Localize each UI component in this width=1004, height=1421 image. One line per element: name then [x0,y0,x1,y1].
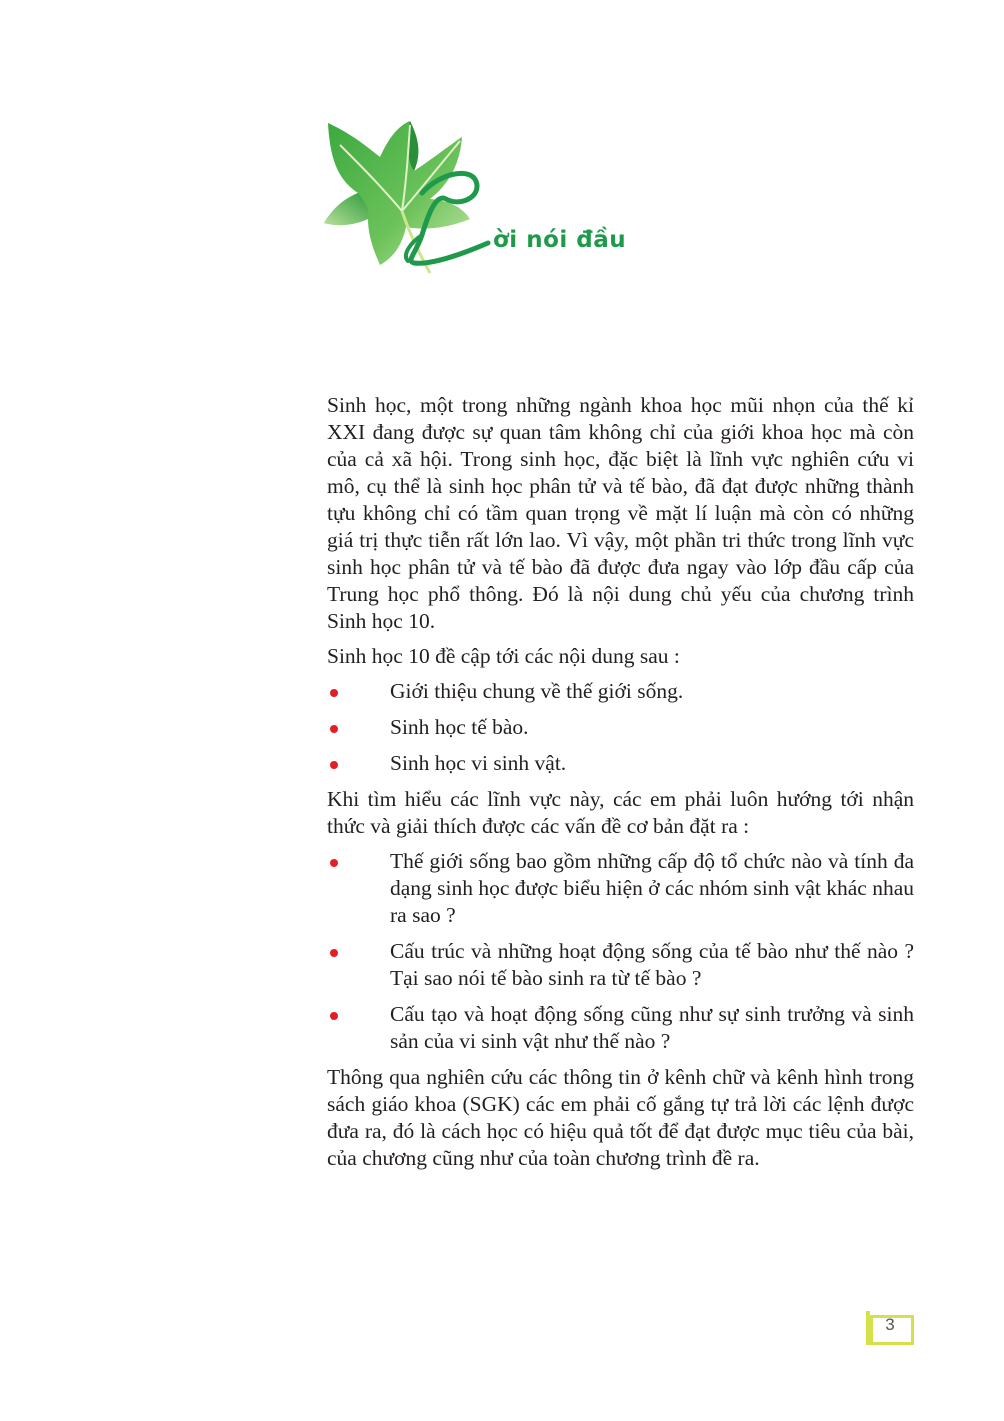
paragraph-intro: Sinh học, một trong những ngành khoa học mũi nhọn của thế kỉ XXI đang được sự quan tâm không chỉ của giới khoa học mà còn của cả xã hội. Trong sinh học, đặc biệt là lĩnh vực nghiên cứu vi mô, cụ thể là sinh học phân tử và tế bào, đã đạt được những thành tựu không chỉ có tầm quan trọng về mặt lí luận mà còn có những giá trị thực tiễn rất lớn lao. Vì vậy, một phần tri thức trong lĩnh vực sinh học phân tử và tế bào đã được đưa ngay vào lớp đầu cấp của Trung học phổ thông. Đó là nội dung chủ yếu của chương trình Sinh học 10. [327,393,914,633]
list-item [327,938,914,992]
questions-list [327,848,914,1055]
list-item [327,678,914,705]
contents-list [327,678,914,777]
bullet-icon [330,725,338,733]
main-content [327,392,914,1180]
list-item [327,1001,914,1055]
list-item-text: Thế giới sống bao gồm những cấp độ tổ chức nào và tính đa dạng sinh học được biểu hiện ở các nhóm sinh vật khác nhau ra sao ? [390,849,914,927]
title-initial-text: L [310,115,311,116]
list-item [327,848,914,929]
page-number-badge [866,1311,916,1345]
list-item-text: Cấu trúc và những hoạt động sống của tế bào như thế nào ? Tại sao nói tế bào sinh ra từ tế bào ? [390,939,914,990]
bullet-icon [330,761,338,769]
chapter-header [310,115,690,275]
list-item-text: Cấu tạo và hoạt động sống cũng như sự sinh trưởng và sinh sản của vi sinh vật như thế nào ? [390,1002,914,1053]
list-item-text: Sinh học vi sinh vật. [390,751,567,775]
paragraph-closing: Thông qua nghiên cứu các thông tin ở kênh chữ và kênh hình trong sách giáo khoa (SGK) các em phải cố gắng tự trả lời các lệnh được đưa ra, đó là cách học có hiệu quả tốt để đạt được mục tiêu của bài, của chương cũng như của toàn chương trình đề ra. [327,1065,914,1170]
page-number: 3 [885,1315,895,1334]
bullet-icon [330,949,338,957]
list-item-text: Sinh học tế bào. [390,715,529,739]
title-initial-letter [310,115,510,275]
page-title: ời nói đầu [493,227,627,253]
list-item [327,750,914,777]
list-item-text: Giới thiệu chung về thế giới sống. [390,679,684,703]
paragraph-contents-lead: Sinh học 10 đề cập tới các nội dung sau : [327,644,680,668]
bullet-icon [330,859,338,867]
list-item [327,714,914,741]
bullet-icon [330,689,338,697]
paragraph-questions-lead: Khi tìm hiểu các lĩnh vực này, các em phải luôn hướng tới nhận thức và giải thích được các vấn đề cơ bản đặt ra : [327,787,914,838]
bullet-icon [330,1012,338,1020]
